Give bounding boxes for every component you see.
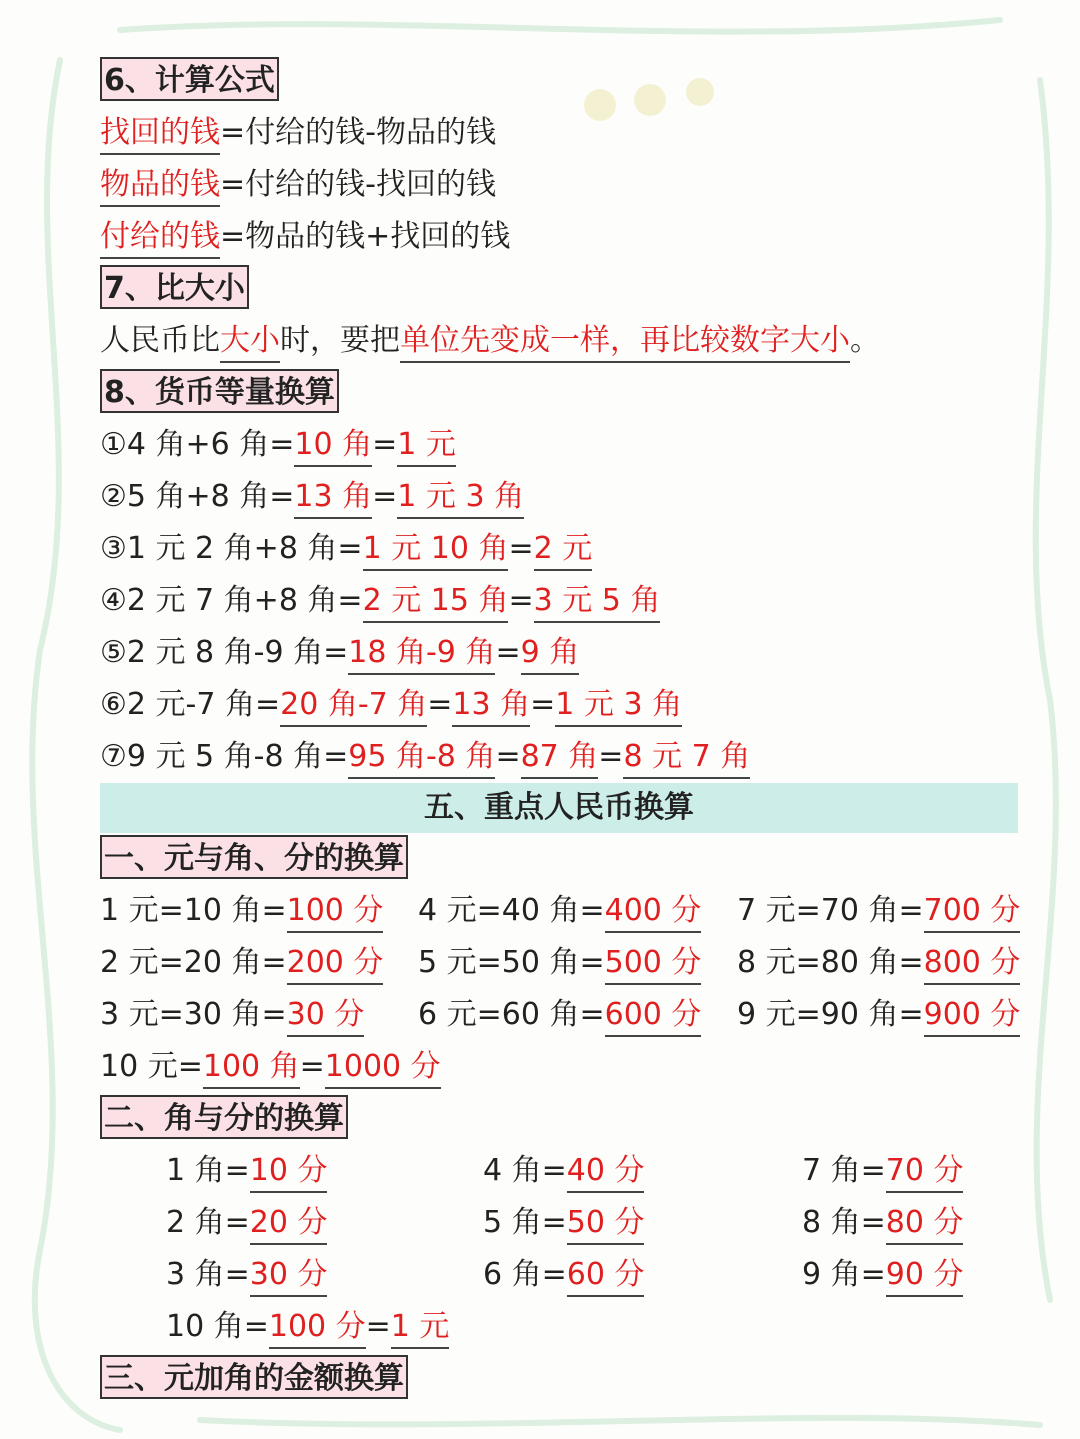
jiao-conversion-heading: 二、角与分的换算: [100, 1095, 348, 1139]
answer-text: 87 角: [521, 737, 599, 779]
conversion-cell: [418, 937, 701, 989]
text: 人民币比: [100, 323, 220, 358]
conversion-cell: [418, 989, 701, 1041]
conversion-row: [100, 731, 1030, 783]
conversion-cell: [483, 1145, 644, 1197]
text: 。: [850, 323, 880, 358]
text: 6 元=60 角=: [418, 997, 605, 1032]
answer-text: 找回的钱: [100, 113, 220, 155]
yuan-row-last: [100, 1041, 1030, 1093]
document-content: [100, 55, 1030, 1405]
text: =付给的钱-找回的钱: [220, 167, 496, 202]
jiao-row-last: [100, 1301, 1030, 1353]
conversion-cell: [802, 1145, 963, 1197]
formula-line: [100, 211, 1030, 263]
conversion-cell: [100, 937, 383, 989]
answer-text: 3 元 5 角: [534, 581, 661, 623]
answer-text: 1 元 3 角: [397, 477, 524, 519]
answer-text: 70 分: [886, 1151, 964, 1193]
text: 3 元=30 角=: [100, 997, 287, 1032]
text: ⑦9 元 5 角-8 角=: [100, 739, 349, 774]
text: =: [508, 583, 534, 618]
jiao-row: [100, 1197, 1030, 1249]
text: =: [495, 635, 521, 670]
text: =: [372, 427, 398, 462]
conversion-cell: [166, 1197, 327, 1249]
answer-text: 13 角: [452, 685, 530, 727]
answer-text: 900 分: [924, 995, 1021, 1037]
answer-text: 700 分: [924, 891, 1021, 933]
text: ⑤2 元 8 角-9 角=: [100, 635, 349, 670]
text: =: [598, 739, 624, 774]
text: =: [299, 1049, 325, 1084]
text: 2 元=20 角=: [100, 945, 287, 980]
answer-text: 9 角: [521, 633, 580, 675]
text: =: [372, 479, 398, 514]
yuan-plus-jiao-heading: 三、元加角的金额换算: [100, 1355, 408, 1399]
formula-line: [100, 107, 1030, 159]
yuan-row: [100, 885, 1030, 937]
answer-text: 1 元 3 角: [555, 685, 682, 727]
answer-text: 100 角: [203, 1047, 300, 1089]
text: 4 角=: [483, 1153, 567, 1188]
answer-text: 600 分: [605, 995, 702, 1037]
answer-text: 100 分: [287, 891, 384, 933]
conversion-cell: [802, 1197, 963, 1249]
answer-text: 10 角: [294, 425, 372, 467]
conversion-cell: [483, 1249, 644, 1301]
text: 5 元=50 角=: [418, 945, 605, 980]
yuan-row: [100, 937, 1030, 989]
answer-text: 单位先变成一样，: [400, 321, 640, 363]
answer-text: 8 元 7 角: [623, 737, 750, 779]
answer-text: 200 分: [287, 943, 384, 985]
text: =: [495, 739, 521, 774]
answer-text: 400 分: [605, 891, 702, 933]
text: 3 角=: [166, 1257, 250, 1292]
answer-text: 20 分: [250, 1203, 328, 1245]
text: 5 角=: [483, 1205, 567, 1240]
answer-text: 40 分: [567, 1151, 645, 1193]
conversion-row: [100, 471, 1030, 523]
text: =: [508, 531, 534, 566]
answer-text: 60 分: [567, 1255, 645, 1297]
conversion-row: [100, 575, 1030, 627]
yuan-row: [100, 989, 1030, 1041]
conversion-row: [100, 679, 1030, 731]
text: 10 元=: [100, 1049, 203, 1084]
answer-text: 1 元 10 角: [363, 529, 509, 571]
jiao-row: [100, 1249, 1030, 1301]
text: ⑥2 元-7 角=: [100, 687, 281, 722]
text: 9 元=90 角=: [737, 997, 924, 1032]
answer-text: 付给的钱: [100, 217, 220, 259]
text: =: [530, 687, 556, 722]
answer-text: 100 分: [269, 1307, 366, 1349]
text: 10 角=: [166, 1309, 269, 1344]
text: 2 角=: [166, 1205, 250, 1240]
section-6-heading: 6、计算公式: [100, 57, 279, 101]
text: ③1 元 2 角+8 角=: [100, 531, 363, 566]
answer-text: 2 元: [534, 529, 593, 571]
chapter-band-title: 五、重点人民币换算: [100, 783, 1018, 833]
conversion-row: [100, 419, 1030, 471]
text: =付给的钱-物品的钱: [220, 115, 496, 150]
answer-text: 2 元 15 角: [363, 581, 509, 623]
text: 8 元=80 角=: [737, 945, 924, 980]
conversion-cell: [802, 1249, 963, 1301]
answer-text: 大小: [220, 321, 280, 363]
text: 6 角=: [483, 1257, 567, 1292]
answer-text: 80 分: [886, 1203, 964, 1245]
answer-text: 物品的钱: [100, 165, 220, 207]
text: 9 角=: [802, 1257, 886, 1292]
text: ①4 角+6 角=: [100, 427, 295, 462]
conversion-row: [100, 627, 1030, 679]
text: 1 角=: [166, 1153, 250, 1188]
answer-text: 10 分: [250, 1151, 328, 1193]
yuan-conversion-heading: 一、元与角、分的换算: [100, 835, 408, 879]
conversion-cell: [166, 1145, 327, 1197]
formula-line: [100, 159, 1030, 211]
conversion-cell: [100, 989, 364, 1041]
text: ②5 角+8 角=: [100, 479, 295, 514]
answer-text: 800 分: [924, 943, 1021, 985]
conversion-cell: [100, 885, 383, 937]
text: 时，要把: [280, 323, 400, 358]
answer-text: 1 元: [391, 1307, 450, 1349]
text: 7 元=70 角=: [737, 893, 924, 928]
section-8-heading: 8、货币等量换算: [100, 369, 339, 413]
answer-text: 1000 分: [325, 1047, 441, 1089]
conversion-cell: [737, 989, 1020, 1041]
text: 7 角=: [802, 1153, 886, 1188]
conversion-row: [100, 523, 1030, 575]
answer-text: 500 分: [605, 943, 702, 985]
jiao-row: [100, 1145, 1030, 1197]
answer-text: 18 角-9 角: [348, 633, 495, 675]
answer-text: 90 分: [886, 1255, 964, 1297]
section-7-heading: 7、比大小: [100, 265, 249, 309]
answer-text: 30 分: [250, 1255, 328, 1297]
text: 4 元=40 角=: [418, 893, 605, 928]
answer-text: 20 角-7 角: [280, 685, 427, 727]
answer-text: 30 分: [287, 995, 365, 1037]
conversion-cell: [418, 885, 701, 937]
text: =: [365, 1309, 391, 1344]
conversion-cell: [166, 1249, 327, 1301]
compare-rule: [100, 315, 1030, 367]
text: 1 元=10 角=: [100, 893, 287, 928]
text: =物品的钱+找回的钱: [220, 219, 511, 254]
text: =: [427, 687, 453, 722]
answer-text: 13 角: [294, 477, 372, 519]
answer-text: 再比较数字大小: [640, 321, 850, 363]
conversion-cell: [737, 885, 1020, 937]
conversion-cell: [737, 937, 1020, 989]
answer-text: 50 分: [567, 1203, 645, 1245]
text: 8 角=: [802, 1205, 886, 1240]
text: ④2 元 7 角+8 角=: [100, 583, 363, 618]
answer-text: 1 元: [397, 425, 456, 467]
conversion-cell: [483, 1197, 644, 1249]
answer-text: 95 角-8 角: [348, 737, 495, 779]
